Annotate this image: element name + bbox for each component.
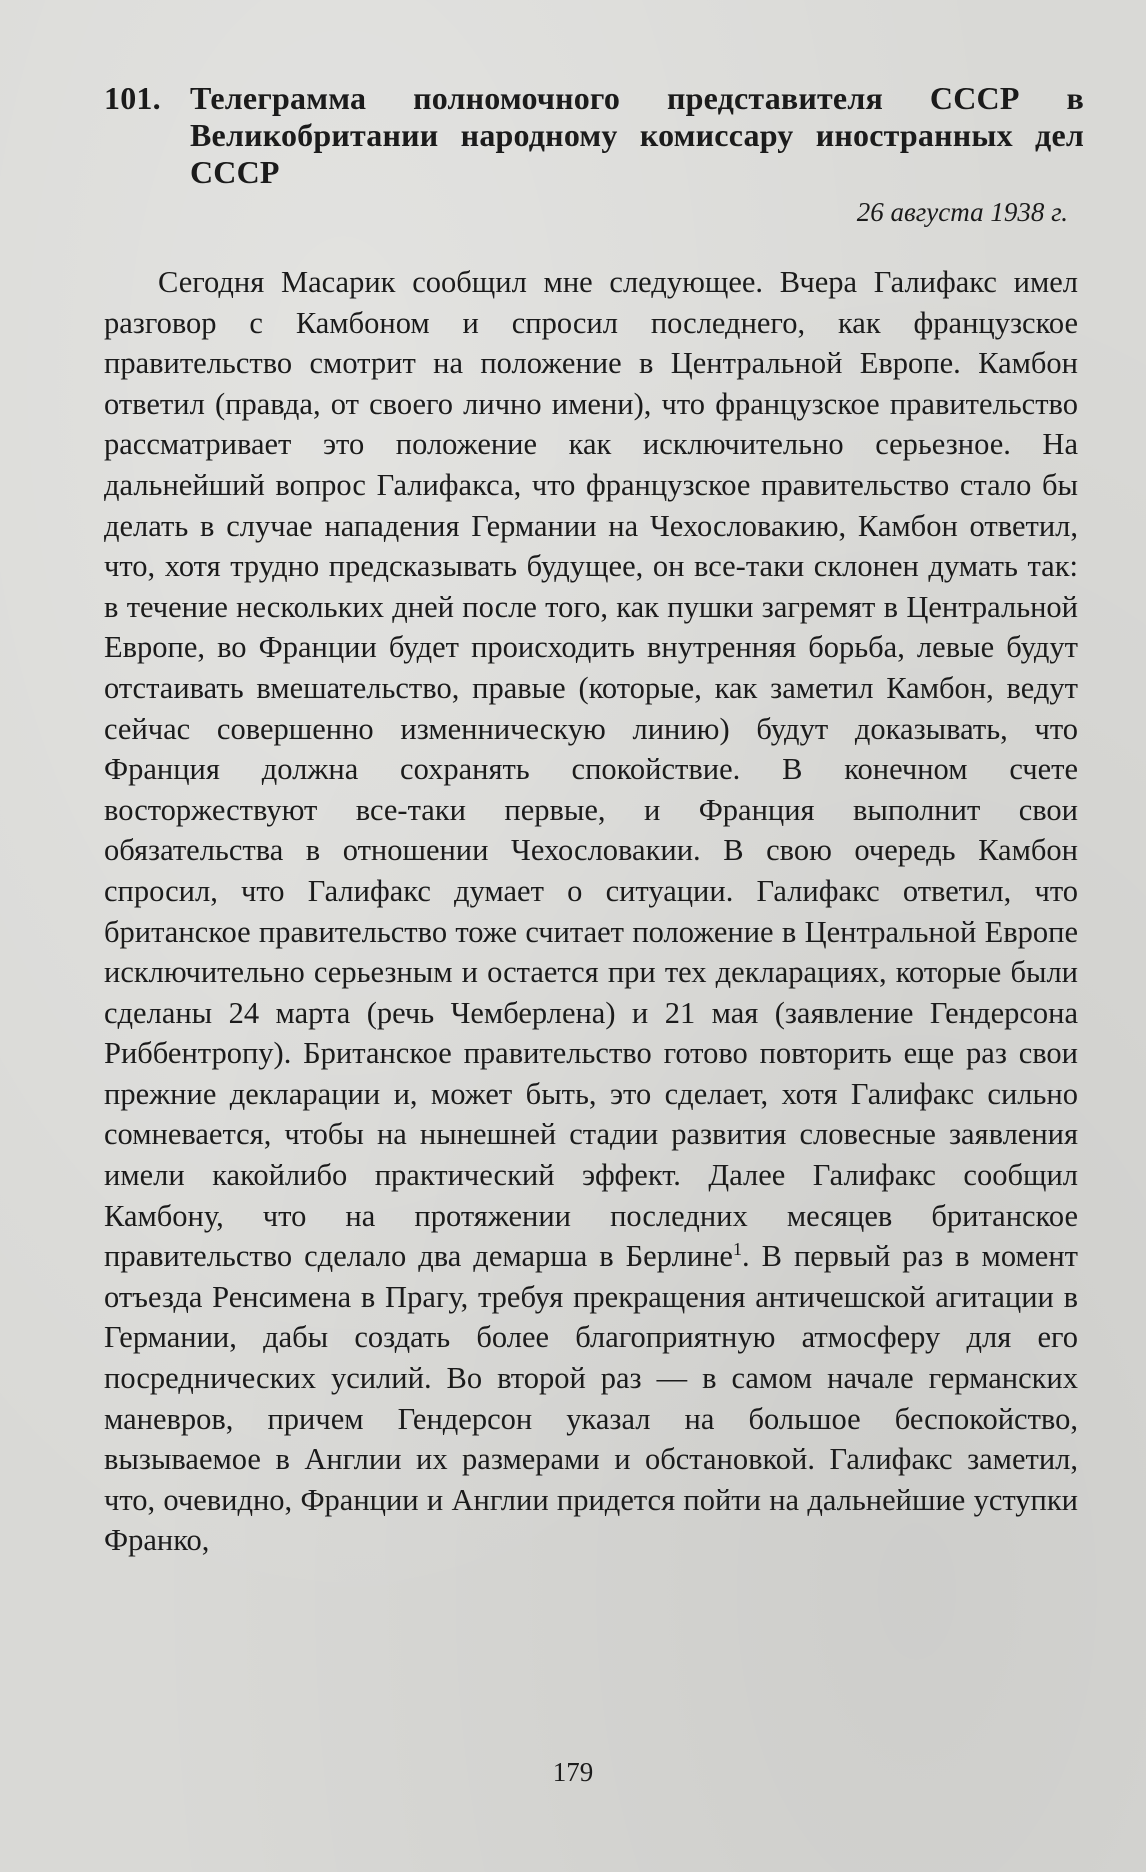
document-date: 26 августа 1938 г. bbox=[856, 197, 1068, 227]
page-number: 179 bbox=[552, 1757, 594, 1787]
document-body bbox=[104, 262, 1078, 1561]
body-paragraph bbox=[104, 262, 1078, 1561]
document-heading bbox=[104, 80, 1084, 191]
document-number: 101. bbox=[104, 80, 161, 116]
footnote-reference: 1 bbox=[732, 1239, 742, 1260]
document-title: Телеграмма полномочного представителя СССР в Великобритании народному комиссару иностранных дел СССР bbox=[190, 80, 1084, 190]
body-text-part-1: Сегодня Масарик сообщил мне следующее. Вчера Галифакс имел разговор с Камбоном и спросил последнего, как французское правительство смотрит на положение в Центральной Европе. Камбон ответил (правда, от своего лично имени), что французское правительство рассматривает это положение как исключительно серьезное. На дальнейший вопрос Галифакса, что французское правительство стало бы делать в случае нападения Германии на Чехословакию, Камбон ответил, что, хотя трудно предсказывать будущее, он все-таки склонен думать так: в течение нескольких дней после того, как пушки загремят в Центральной Европе, во Франции будет происходить внутренняя борьба, левые будут отстаивать вмешательство, правые (которые, как заметил Камбон, ведут сейчас совершенно изменническую линию) будут доказывать, что Франция должна сохранять спокойствие. В конечном счете восторжествуют все-таки первые, и Франция выполнит свои обязательства в отношении Чехословакии. В свою очередь Камбон спросил, что Галифакс думает о ситуации. Галифакс ответил, что британское правительство тоже считает положение в Центральной Европе исключительно серьезным и остается при тех декларациях, которые были сделаны 24 марта (речь Чемберлена) и 21 мая (заявление Гендерсона Риббентропу). Британское правительство готово повторить еще раз свои прежние декларации и, может быть, это сделает, хотя Галифакс сильно сомневается, чтобы на нынешней стадии развития словесные заявления имели какойлибо практический эффект. Далее Галифакс сообщил Камбону, что на протяжении последних месяцев британское правительство сделало два демарша в Берлине bbox=[104, 265, 1078, 1274]
body-text-part-2: . В первый раз в момент отъезда Ренсимена в Прагу, требуя прекращения античешской агитации в Германии, дабы создать более благоприятную атмосферу для его посреднических усилий. Во второй раз — в самом начале германских маневров, причем Гендерсон указал на большое беспокойство, вызываемое в Англии их размерами и обстановкой. Галифакс заметил, что, очевидно, Франции и Англии придется пойти на дальнейшие уступки Франко, bbox=[104, 1239, 1078, 1558]
